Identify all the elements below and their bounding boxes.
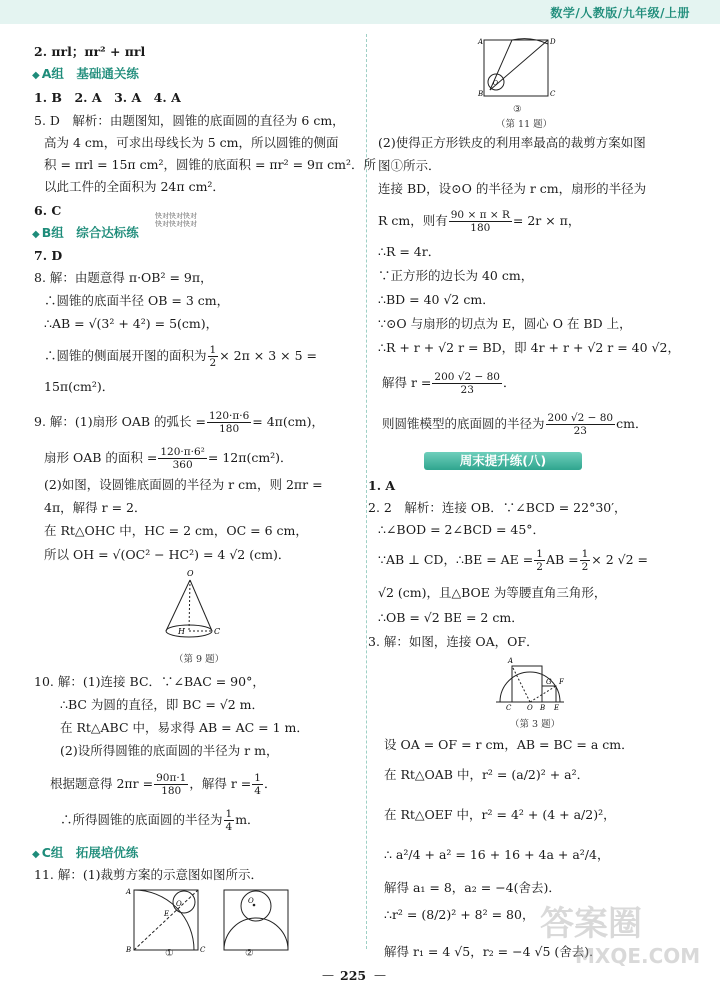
- svg-text:C: C: [506, 704, 512, 712]
- right-line7: ∴BD = 40 √2 cm．: [378, 292, 495, 307]
- answer-10-line4: (2)设所得圆锥的底面圆的半径为 r m，: [60, 743, 279, 758]
- svg-text:C: C: [550, 90, 556, 98]
- svg-text:F: F: [559, 678, 564, 686]
- answer-2: 2. πrl；πr² + πrl: [34, 44, 146, 59]
- group-a-heading: ◆ A组 基础通关练: [32, 66, 139, 81]
- group-c-heading: ◆ C组 拓展培优练: [32, 845, 139, 860]
- page-number: 225: [340, 968, 367, 983]
- fraction: $\frac{1}{4}$: [225, 808, 233, 833]
- answer-11-line1: 11. 解：(1)裁剪方案的示意图如图所示．: [34, 867, 264, 882]
- weekend-answer-3-line7: ∴r² = (8/2)² + 8² = 80，: [384, 907, 535, 922]
- svg-text:B: B: [126, 946, 132, 954]
- fraction: $\frac{1}{4}$: [254, 772, 261, 797]
- watermark-url: MXQE.COM: [575, 944, 701, 968]
- answer-10-line1: 10. 解：(1)连接 BC．∵∠BAC = 90°，: [34, 674, 265, 689]
- answer-5-line1: 5. D 解析：由题图知，圆锥的底面圆的直径为 6 cm，: [34, 113, 345, 128]
- figure-3-caption: （第 3 题）: [510, 719, 561, 730]
- weekend-answer-2-line5: ∴OB = √2 BE = 2 cm．: [378, 610, 524, 625]
- diamond-icon: ◆: [32, 70, 40, 81]
- cutting-scheme-figure: [126, 886, 292, 956]
- weekend-answer-2-line4: √2 (cm)，且△BOE 为等腰直角三角形，: [378, 585, 607, 600]
- weekend-answer-2-line2: ∴∠BOD = 2∠BCD = 45°．: [378, 522, 546, 537]
- diamond-icon: ◆: [32, 229, 40, 240]
- svg-text:O: O: [493, 80, 498, 87]
- weekend-practice-banner: 周末提升练(八): [424, 452, 582, 470]
- right-line5: ∴R = 4r．: [378, 244, 441, 259]
- figure-11-label-2: ②: [245, 948, 254, 959]
- fraction: $\frac{200 √2 - 80}{23}$: [547, 412, 614, 437]
- weekend-answer-3-line4: 在 Rt△OEF 中，r² = 4² + (4 + a/2)²，: [384, 807, 616, 822]
- answer-9-line5: 在 Rt△OHC 中，HC = 2 cm，OC = 6 cm，: [44, 523, 308, 538]
- fraction: $\frac{\text{120·π·6²}}{360}$: [160, 446, 205, 471]
- group-b-heading: ◆ B组 综合达标练: [32, 225, 139, 240]
- handwritten-note: 快对快对快对 快对快对快对: [155, 212, 197, 228]
- svg-text:E: E: [164, 910, 170, 918]
- answer-9-line1: 9. 解：(1)扇形 OAB 的弧长 = $\frac{120\cdot\pi\cdot 6}{180}$ = 4π(cm)，: [34, 410, 325, 435]
- weekend-answer-3-line1: 3. 解：如图，连接 OA，OF．: [368, 634, 539, 649]
- header-title: 数学/人教版/九年级/上册: [550, 6, 690, 20]
- answer-10-line6: ∴所得圆锥的底面圆的半径为 $\frac{1}{4}$ m．: [60, 808, 260, 833]
- answer-6: 6. C: [34, 203, 62, 218]
- svg-text:A: A: [126, 888, 132, 896]
- answer-9-line2: 扇形 OAB 的面积 = $\frac{\text{120·π·6²}}{360}$ = 12π(cm²)．: [44, 446, 293, 471]
- svg-text:A: A: [508, 657, 514, 665]
- right-line10: 解得 r = $\frac{200 √2 - 80}{23}$ ．: [382, 371, 516, 396]
- svg-text:O: O: [176, 900, 182, 908]
- svg-text:G: G: [546, 678, 552, 686]
- answer-8-line1: 8. 解：由题意得 π·OB² = 9π，: [34, 270, 213, 285]
- answer-7: 7. D: [34, 248, 63, 263]
- svg-text:O: O: [527, 704, 533, 712]
- answer-5-line4: 以此工件的全面积为 24π cm²．: [44, 179, 225, 194]
- answer-9-line4: 4π，解得 r = 2．: [44, 500, 147, 515]
- right-line2: 图①所示．: [378, 158, 441, 173]
- weekend-answer-2-line1: 2. 2 解析：连接 OB．∵∠BCD = 22°30′，: [368, 500, 627, 515]
- cone-figure: [160, 568, 220, 646]
- weekend-answer-3-line5: ∴ a²/4 + a² = 16 + 16 + 4a + a²/4，: [384, 847, 610, 862]
- answer-10-line2: ∴BC 为圆的直径，即 BC = √2 m．: [60, 697, 265, 712]
- page-dash-right: —: [374, 968, 386, 982]
- weekend-answer-3-line8: 解得 r₁ = 4 √5，r₂ = −4 √5 (舍去)．: [384, 944, 602, 959]
- fraction: $\frac{1}{2}$: [209, 344, 217, 369]
- answer-10-line3: 在 Rt△ABC 中，易求得 AB = AC = 1 m．: [60, 720, 309, 735]
- svg-text:O: O: [248, 897, 254, 905]
- figure-11-label-1: ①: [165, 948, 174, 959]
- figure-9-caption: （第 9 题）: [174, 654, 225, 665]
- page-dash-left: —: [322, 968, 334, 982]
- right-line4: R cm，则有 $\frac{90 \times \pi \times R}{180}$ = 2r × π，: [378, 209, 581, 234]
- svg-text:B: B: [540, 704, 546, 712]
- sector-circle-figure: [478, 34, 558, 102]
- weekend-answer-2-line3: ∵AB ⊥ CD，∴BE = AE = $\frac{1}{2}$ AB = $\frac{1}{2}$ × 2 √2 =: [378, 548, 649, 573]
- answer-9-line6: 所以 OH = √(OC² − HC²) = 4 √2 (cm)．: [44, 547, 291, 562]
- fraction: $\frac{120\cdot\pi\cdot 6}{180}$: [208, 410, 250, 435]
- figure-11-caption: （第 11 题）: [496, 119, 553, 130]
- watermark-logo: 答案圈: [540, 904, 642, 944]
- right-line1: (2)使得正方形铁皮的利用率最高的裁剪方案如图: [378, 135, 646, 150]
- answer-5-line3: 积 = πrl = 15π cm²，圆锥的底面积 = πr² = 9π cm²．所: [44, 157, 377, 172]
- svg-text:C: C: [214, 627, 221, 636]
- answer-8-line5: 15π(cm²)．: [44, 379, 115, 394]
- svg-text:A: A: [478, 38, 484, 46]
- figure-11-label-3: ③: [513, 104, 522, 115]
- weekend-answer-3-line2: 设 OA = OF = r cm，AB = BC = a cm．: [384, 737, 634, 752]
- fraction: $\frac{200 √2 - 80}{23}$: [434, 371, 500, 396]
- weekend-answer-3-line6: 解得 a₁ = 8，a₂ = −4(舍去)．: [384, 880, 561, 895]
- right-line8: ∵⊙O 与扇形的切点为 E，圆心 O 在 BD 上，: [378, 316, 632, 331]
- right-line9: ∴R + r + √2 r = BD，即 4r + r + √2 r = 40 √2，: [378, 340, 680, 355]
- weekend-answer-1: 1. A: [368, 478, 396, 493]
- answer-9-line3: (2)如图，设圆锥底面圆的半径为 r cm，则 2πr =: [44, 477, 323, 492]
- weekend-answer-3-line3: 在 Rt△OAB 中，r² = (a/2)² + a²．: [384, 767, 590, 782]
- answers-1-4: 1. B 2. A 3. A 4. A: [34, 90, 181, 105]
- diamond-icon: ◆: [32, 849, 40, 860]
- svg-text:D: D: [550, 38, 556, 46]
- fraction: $\frac{1}{2}$: [536, 548, 543, 573]
- right-line11: 则圆锥模型的底面圆的半径为 $\frac{200 √2 - 80}{23}$ cm．: [382, 412, 648, 437]
- svg-text:H: H: [178, 627, 185, 636]
- right-line3: 连接 BD，设⊙O 的半径为 r cm，扇形的半径为: [378, 181, 647, 196]
- answer-10-line5: 根据题意得 2πr = $\frac{90\pi\cdot 1}{180}$ ，解得 r = $\frac{1}{4}$ ．: [50, 772, 277, 797]
- fraction: $\frac{90 \times \pi \times R}{180}$: [450, 209, 510, 234]
- svg-text:O: O: [187, 569, 194, 578]
- answer-8-line3: ∴AB = √(3² + 4²) = 5(cm)，: [44, 316, 219, 331]
- semicircle-square-figure: [492, 650, 572, 712]
- right-line6: ∵正方形的边长为 40 cm，: [378, 268, 534, 283]
- fraction: $\frac{1}{2}$: [581, 548, 589, 573]
- answer-8-line4: ∴圆锥的侧面展开图的面积为 $\frac{1}{2}$ × 2π × 3 × 5 =: [44, 344, 318, 369]
- svg-text:C: C: [200, 946, 206, 954]
- svg-text:E: E: [554, 704, 560, 712]
- answer-8-line2: ∴圆锥的底面半径 OB = 3 cm，: [44, 293, 230, 308]
- answer-5-line2: 高为 4 cm，可求出母线长为 5 cm，所以圆锥的侧面: [44, 135, 339, 150]
- fraction: $\frac{90\pi\cdot 1}{180}$: [156, 772, 187, 797]
- svg-text:B: B: [478, 90, 484, 98]
